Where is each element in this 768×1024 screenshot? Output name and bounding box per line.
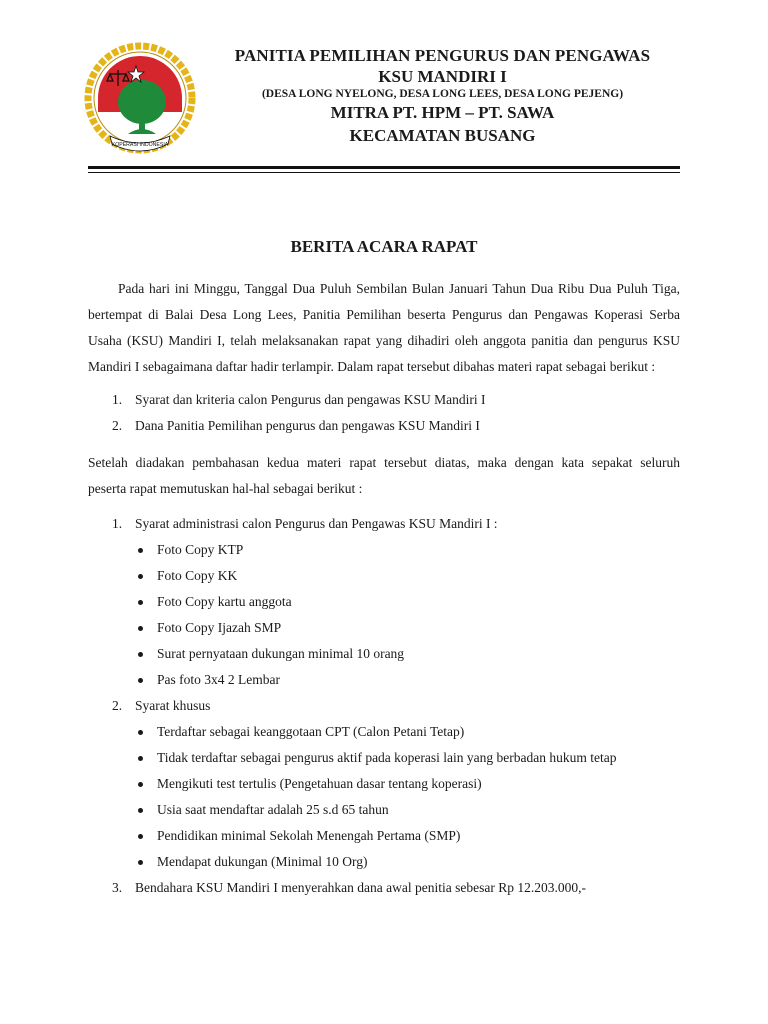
decision-item: [88, 875, 680, 901]
bullet-text: Pendidikan minimal Sekolah Menengah Pertama (SMP): [157, 828, 461, 843]
paragraph-line: Setelah diadakan pembahasan kedua materi rapat tersebut diatas, maka dengan kata sepakat seluruh: [88, 455, 680, 470]
bullet-icon: [138, 860, 143, 865]
bullet-text: Terdaftar sebagai keanggotaan CPT (Calon Petani Tetap): [157, 724, 465, 739]
header-villages: (DESA LONG NYELONG, DESA LONG LEES, DESA LONG PEJENG): [261, 88, 624, 100]
decision-item: [88, 511, 680, 537]
header-committee: PANITIA PEMILIHAN PENGURUS DAN PENGAWAS: [234, 46, 651, 65]
bullet-text: Tidak terdaftar sebagai pengurus aktif pada koperasi lain yang berbadan hukum tetap: [157, 750, 617, 765]
koperasi-indonesia-logo: [80, 40, 200, 158]
requirement-bullet: [88, 823, 680, 849]
bullet-text: Foto Copy Ijazah SMP: [157, 620, 282, 635]
agenda-item: [88, 413, 680, 439]
item-text: Syarat dan kriteria calon Pengurus dan pengawas KSU Mandiri I: [135, 392, 486, 407]
document-title: BERITA ACARA RAPAT: [290, 237, 478, 256]
bullet-icon: [138, 574, 143, 579]
bullet-icon: [138, 756, 143, 761]
bullet-text: Mendapat dukungan (Minimal 10 Org): [157, 854, 368, 869]
bullet-text: Usia saat mendaftar adalah 25 s.d 65 tahun: [157, 802, 389, 817]
item-number: 2.: [112, 698, 123, 713]
bullet-icon: [138, 834, 143, 839]
paragraph-line: Usaha (KSU) Mandiri I, telah melaksanakan rapat yang dihadiri oleh anggota panitia dan pengurus KSU: [88, 333, 680, 348]
bullet-text: Foto Copy KK: [157, 568, 238, 583]
paragraph-line: peserta rapat memutuskan hal-hal sebagai berikut :: [88, 481, 363, 496]
agenda-item: [88, 387, 680, 413]
item-number: 1.: [112, 392, 123, 407]
header-partner: MITRA PT. HPM – PT. SAWA: [330, 103, 555, 122]
header-divider-thin: [88, 172, 680, 173]
opening-paragraph: [88, 276, 680, 380]
requirement-bullet: [88, 745, 680, 771]
bullet-text: Foto Copy KTP: [157, 542, 244, 557]
bullet-text: Pas foto 3x4 2 Lembar: [157, 672, 280, 687]
bullet-text: Foto Copy kartu anggota: [157, 594, 292, 609]
paragraph-line: bertempat di Balai Desa Long Lees, Panitia Pemilihan beserta Pengurus dan Pengawas Koperasi Serba: [88, 307, 680, 322]
bullet-icon: [138, 782, 143, 787]
bullet-icon: [138, 678, 143, 683]
bullet-icon: [138, 548, 143, 553]
bullet-icon: [138, 730, 143, 735]
decision-list: [88, 511, 680, 901]
header-district: KECAMATAN BUSANG: [349, 126, 536, 145]
item-text: Dana Panitia Pemilihan pengurus dan pengawas KSU Mandiri I: [135, 418, 480, 433]
closing-paragraph: [88, 450, 680, 502]
paragraph-line: Mandiri I sebagaimana daftar hadir terlampir. Dalam rapat tersebut dibahas materi rapat sebagai berikut :: [88, 359, 656, 374]
bullet-icon: [138, 626, 143, 631]
item-number: 3.: [112, 880, 123, 895]
requirement-bullet: [88, 615, 680, 641]
bullet-icon: [138, 652, 143, 657]
requirement-bullet: [88, 641, 680, 667]
requirement-bullet: [88, 563, 680, 589]
requirement-bullet: [88, 537, 680, 563]
requirement-bullet: [88, 771, 680, 797]
decision-item: [88, 693, 680, 719]
requirement-bullet: [88, 719, 680, 745]
bullet-icon: [138, 600, 143, 605]
bullet-text: Surat pernyataan dukungan minimal 10 orang: [157, 646, 405, 661]
item-number: 2.: [112, 418, 123, 433]
header-divider-thick: [88, 166, 680, 169]
header-organization: KSU MANDIRI I: [378, 67, 507, 86]
item-text: Bendahara KSU Mandiri I menyerahkan dana awal penitia sebesar Rp 12.203.000,-: [135, 880, 586, 895]
requirement-bullet: [88, 589, 680, 615]
item-number: 1.: [112, 516, 123, 531]
bullet-text: Mengikuti test tertulis (Pengetahuan dasar tentang koperasi): [157, 776, 482, 791]
logo-ribbon-text: KOPERASI INDONESIA: [111, 142, 169, 148]
item-text: Syarat administrasi calon Pengurus dan Pengawas KSU Mandiri I :: [135, 516, 498, 531]
requirement-bullet: [88, 667, 680, 693]
requirement-bullet: [88, 797, 680, 823]
agenda-list: [88, 387, 680, 439]
item-text: Syarat khusus: [135, 698, 211, 713]
paragraph-line: Pada hari ini Minggu, Tanggal Dua Puluh Sembilan Bulan Januari Tahun Dua Ribu Dua Puluh Tiga,: [118, 281, 680, 296]
requirement-bullet: [88, 849, 680, 875]
bullet-icon: [138, 808, 143, 813]
